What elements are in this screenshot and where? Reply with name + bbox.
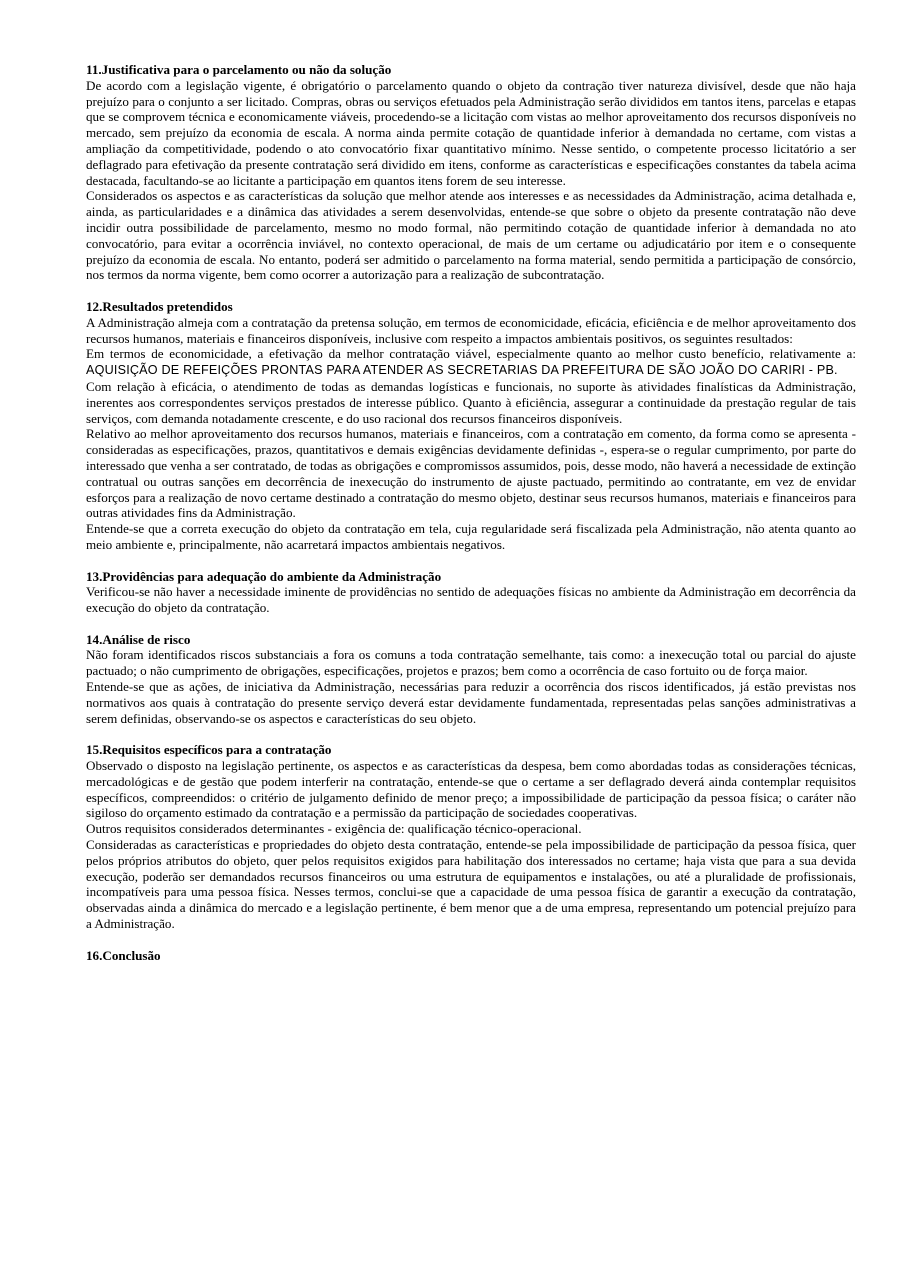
economy-prefix: Em termos de economicidade, a efetivação da melhor contratação viável, especialmente quanto ao melhor custo benefício, relativamente a: xyxy=(86,346,856,362)
document-page xyxy=(86,62,856,979)
section-15 xyxy=(86,742,856,932)
economy-paragraph xyxy=(86,346,856,379)
paragraph: Entende-se que a correta execução do objeto da contratação em tela, cuja regularidade será fiscalizada pela Administração, não atenta quanto ao meio ambiente e, principalmente, não acarretará impactos ambientais negativos. xyxy=(86,521,856,552)
paragraph: Observado o disposto na legislação pertinente, os aspectos e as características da despesa, bem como abordadas todas as considerações técnicas, mercadológicas e de gestão que podem interferir na contratação, entende-se que o certame a ser deflagrado deverá ainda contemplar requisitos específicos, compreendidos: o critério de julgamento definido de menor preço; a impossibilidade de participação da pessoa física; o caráter não sigiloso do orçamento estimado da contratação e a permissão da participação de sociedades cooperativas. xyxy=(86,758,856,821)
paragraph: Relativo ao melhor aproveitamento dos recursos humanos, materiais e financeiros, com a contratação em comento, da forma como se apresenta - consideradas as especificações, prazos, quantitativos e demais exigências devidamente definidas -, espera-se o regular cumprimento, por parte do interessado que venha a ser contratado, de todas as obrigações e compromissos assumidos, pois, desse modo, não haverá a necessidade de extinção contratual ou outras sanções em decorrência de inexecução do instrumento de ajuste pactuado, permitindo ao contratante, em vez de envidar esforços para a realização de novo certame destinado a contratação do mesmo objeto, destinar seus recursos humanos, materiais e financeiros para outras atividades fins da Administração. xyxy=(86,426,856,521)
section-14 xyxy=(86,632,856,727)
paragraph: Consideradas as características e propriedades do objeto desta contratação, entende-se pela impossibilidade de participação da pessoa física, quer pelos próprios atributos do objeto, quer pelos requisitos exigidos para habilitação dos interessados no certame; haja vista que para a sua devida execução, poderão ser demandados recursos financeiros ou uma estrutura de equipamentos e instalações, ou até a pluralidade de profissionais, incompatíveis para uma pessoa física. Nesses termos, conclui-se que a capacidade de uma pessoa física de garantir a execução da contratação, observadas ainda a dinâmica do mercado e a legislação pertinente, é bem menor que a de uma empresa, representando um potencial prejuízo para a Administração. xyxy=(86,837,856,932)
paragraph: Com relação à eficácia, o atendimento de todas as demandas logísticas e funcionais, no suporte às atividades finalísticas da Administração, inerentes aos correspondentes serviços prestados de interesse público. Quanto à eficiência, assegurar a continuidade da prestação regular de tais serviços, com demanda notadamente crescente, e do uso racional dos recursos financeiros disponíveis. xyxy=(86,378,856,426)
section-heading: 15.Requisitos específicos para a contratação xyxy=(86,742,332,758)
section-13 xyxy=(86,569,856,616)
section-heading: 13.Providências para adequação do ambiente da Administração xyxy=(86,568,442,584)
section-heading: 14.Análise de risco xyxy=(86,631,191,647)
section-heading: 16.Conclusão xyxy=(86,947,161,963)
paragraph: Considerados os aspectos e as características da solução que melhor atende aos interesses e as necessidades da Administração, acima detalhada e, ainda, as particularidades e a dinâmica das atividades a serem desenvolvidas, entende-se que sobre o objeto da presente contratação não deve incidir outra possibilidade de parcelamento, mesmo no modo formal, não permitindo cotação de quantidade inferior à demandada no ato convocatório, para evitar a ocorrência inviável, no contexto operacional, de mais de um certame ou adjudicatário por item e o consequente prejuízo da economia de escala. No entanto, poderá ser admitido o parcelamento na forma material, sendo permitida a participação de consórcio, nos termos da norma vigente, bem como ocorrer a autorização para a realização de subcontratação. xyxy=(86,188,856,283)
paragraph: A Administração almeja com a contratação da pretensa solução, em termos de economicidade, eficácia, eficiência e de melhor aproveitamento dos recursos humanos, materiais e financeiros disponíveis, inclusive com respeito a impactos ambientais positivos, os seguintes resultados: xyxy=(86,314,856,346)
paragraph: Verificou-se não haver a necessidade iminente de providências no sentido de adequações físicas no ambiente da Administração em decorrência da execução do objeto da contratação. xyxy=(86,584,856,616)
paragraph: Não foram identificados riscos substanciais a fora os comuns a toda contratação semelhante, tais como: a inexecução total ou parcial do ajuste pactuado; o não cumprimento de obrigações, especificações, projetos e prazos; bem como a ocorrência de caso fortuito ou de força maior. xyxy=(86,647,856,679)
section-heading: 11.Justificativa para o parcelamento ou não da solução xyxy=(86,62,392,77)
section-heading: 12.Resultados pretendidos xyxy=(86,298,233,314)
section-12 xyxy=(86,299,856,553)
paragraph: Entende-se que as ações, de iniciativa da Administração, necessárias para reduzir a ocorrência dos riscos identificados, já estão previstas nos normativos aos quais à contratação do presente serviço deverá estar devidamente fundamentada, representadas pelas sanções administrativas a serem definidas, observando-se os aspectos e características do seu objeto. xyxy=(86,679,856,726)
paragraph: De acordo com a legislação vigente, é obrigatório o parcelamento quando o objeto da contração tiver natureza divisível, desde que não haja prejuízo para o conjunto a ser licitado. Compras, obras ou serviços efetuados pela Administração serão divididos em tantos itens, parcelas e etapas que se comprovem técnica e economicamente viáveis, procedendo-se a licitação com vistas ao melhor aproveitamento dos recursos disponíveis no mercado, sem prejuízo da economia de escala. A norma ainda permite cotação de quantidade inferior à demandada no certame, com vistas a ampliação da competitividade, podendo o ato convocatório fixar quantitativo mínimo. Nesse sentido, o competente processo licitatório a ser deflagrado para efetivação da presente contratação será dividido em itens, conforme as características e especificações constantes da tabela acima destacada, facultando-se ao licitante a participação em quantos itens forem de seu interesse. xyxy=(86,77,856,188)
paragraph: Outros requisitos considerados determinantes - exigência de: qualificação técnico-operacional. xyxy=(86,821,582,837)
section-16 xyxy=(86,948,856,964)
contract-object: AQUISIÇÃO DE REFEIÇÕES PRONTAS PARA ATENDER AS SECRETARIAS DA PREFEITURA DE SÃO JOÃO DO CARIRI - PB. xyxy=(86,363,838,378)
section-11 xyxy=(86,62,856,283)
